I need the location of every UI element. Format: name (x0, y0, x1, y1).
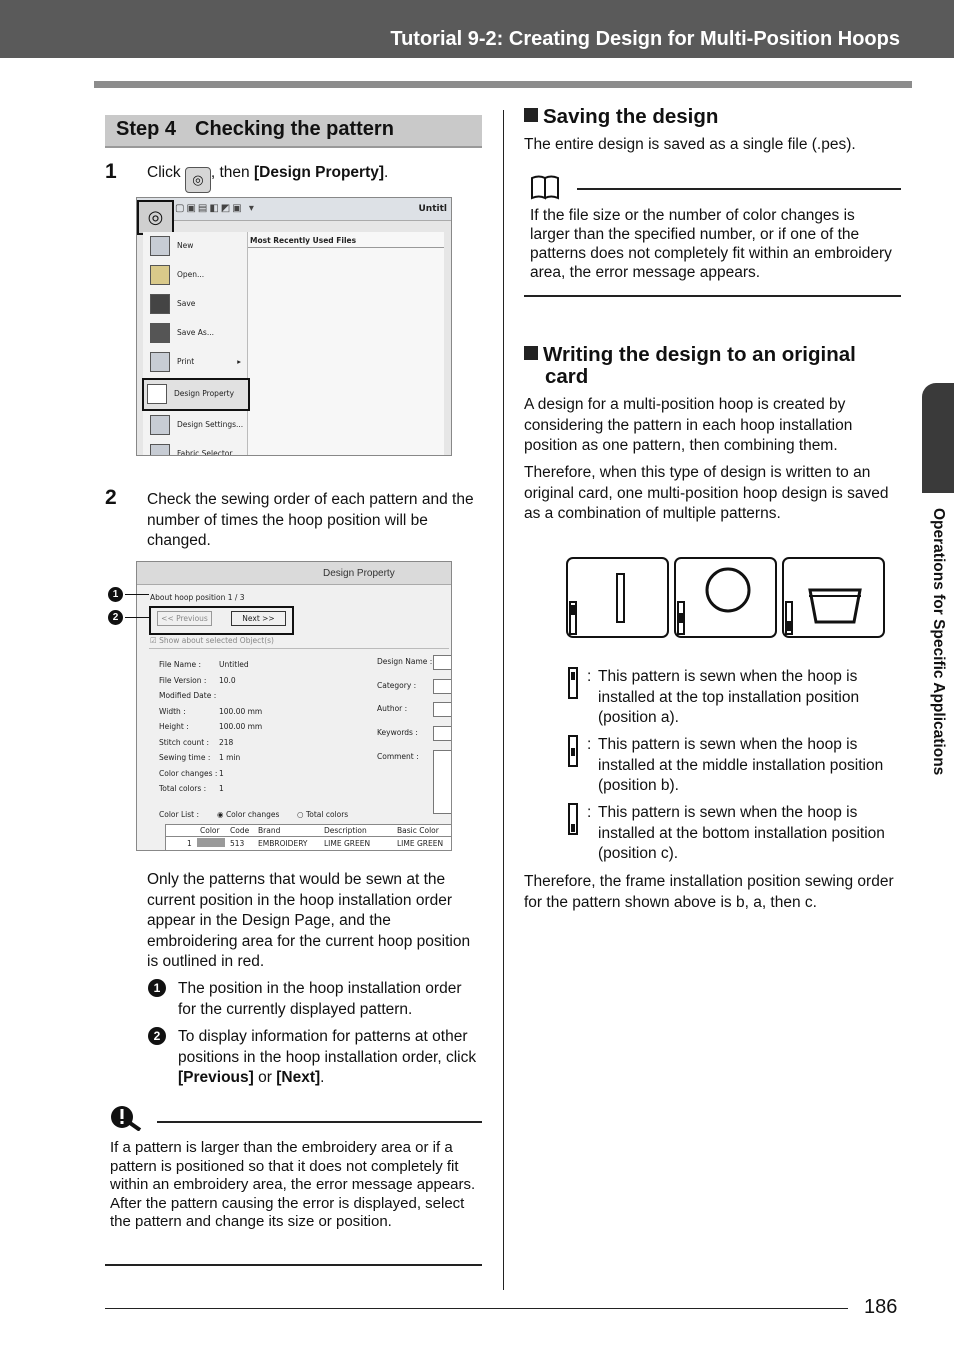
app-button-icon[interactable]: ◎ (137, 200, 174, 235)
saving-text: The entire design is saved as a single file (.pes). (524, 136, 856, 153)
note-1-marker: 1 (148, 979, 166, 997)
recent-files-pane (248, 232, 444, 455)
memo-top-rule (577, 188, 901, 190)
toolbar-icons: ▢▣▤◧◩▣ ▾ (175, 203, 256, 214)
menu-screenshot (136, 197, 452, 456)
submenu-arrow-icon: ▸ (237, 357, 241, 366)
page-number: 186 (864, 1296, 898, 1318)
note-1-text: The position in the hoop installation order for the currently displayed pattern. (178, 980, 462, 1018)
color-table: Color Code Brand Description Basic Color 1 513 EMBROIDERY LIME GREEN LIME GREEN (165, 824, 452, 851)
legend-colon: : (587, 736, 592, 753)
dialog-title: Design Property (323, 568, 395, 579)
saving-heading: Saving the design (524, 106, 718, 128)
design-property-dialog (136, 561, 452, 851)
explanation-paragraph: Only the patterns that would be sewn at the current position in the hoop installation order appear in the Design Page, and the embroidering area for the current hoop position is outlined in red. (147, 871, 471, 970)
memo-bottom-rule (524, 295, 901, 297)
design-settings-icon (150, 415, 170, 435)
keywords-input[interactable] (433, 726, 452, 741)
table-row[interactable]: 1 513 EMBROIDERY LIME GREEN LIME GREEN (187, 839, 444, 848)
position-a-icon (568, 667, 578, 699)
color-swatch (197, 838, 225, 847)
open-icon (150, 265, 170, 285)
legend-b-text: This pattern is sewn when the hoop is installed at the middle installation position (position b). (598, 736, 884, 794)
step-2-text: Check the sewing order of each pattern and the number of times the hoop position will be changed. (147, 491, 474, 549)
comment-label: Comment : (377, 752, 419, 761)
next-button[interactable]: Next >> (231, 611, 286, 626)
legend-colon: : (587, 668, 592, 685)
fabric-selector-icon (150, 444, 170, 456)
side-tab-label: Operations for Specific Applications (930, 508, 947, 776)
save-icon (150, 294, 170, 314)
caution-text: If a pattern is larger than the embroidery area or if a pattern is positioned so that it does not completely fit within an embroidery area, the error message appears. After the pattern causing the error is displayed, select the pattern and change its size or position. (110, 1139, 476, 1231)
author-input[interactable] (433, 702, 452, 717)
previous-button[interactable]: << Previous (157, 611, 212, 626)
callout-2-marker: 2 (108, 610, 123, 625)
section-tab (922, 383, 954, 493)
author-label: Author : (377, 704, 408, 713)
menu-item-design-settings[interactable]: Design Settings... (147, 411, 245, 440)
property-fields: File Name : Untitled File Version : 10.0 Modified Date : Width : 100.00 mm Height : 100.00 mm Stitch count : 218 Sewing time : 1 min Color changes : 1 Total colors : 1 (159, 660, 263, 793)
writing-paragraph-2: Therefore, when this type of design is written to an original card, one multi-position hoop design is saved as a combination of multiple patterns. (524, 464, 889, 522)
category-label: Category : (377, 681, 417, 690)
menu-item-design-property[interactable]: Design Property (142, 378, 250, 411)
legend-a-text: This pattern is sewn when the hoop is installed at the top installation position (position a). (598, 668, 860, 726)
caution-bottom-rule (105, 1264, 482, 1266)
radio-total-colors[interactable]: ○ Total colors (297, 810, 349, 819)
legend-colon: : (587, 804, 592, 821)
step-title: Checking the pattern (195, 118, 394, 140)
memo-text: If the file size or the number of color changes is larger than the specified number, or if one of the patterns does not completely fit within an embroidery area, the error message appears. (530, 207, 892, 281)
caution-icon (110, 1105, 144, 1131)
menu-item-fabric-selector[interactable]: Fabric Selector... (147, 440, 245, 456)
color-list-label: Color List : (159, 810, 199, 819)
writing-paragraph-1: A design for a multi-position hoop is created by considering the pattern in each hoop installation position as one pattern, then combining them. (524, 396, 853, 454)
radio-color-changes[interactable]: ◉ Color changes (217, 810, 280, 819)
caution-top-rule (157, 1121, 482, 1123)
show-selected-checkbox[interactable]: ☑ Show about selected Object(s) (150, 636, 274, 645)
step-1-text: Click ◎ , then [Design Property]. (147, 163, 388, 193)
print-icon (150, 352, 170, 372)
header-rule (94, 81, 912, 88)
category-input[interactable] (433, 679, 452, 694)
design-name-input[interactable] (433, 655, 452, 670)
step-heading (105, 115, 482, 148)
position-c-icon (568, 803, 578, 835)
writing-heading: Writing the design to an original card (524, 344, 904, 388)
page-title: Tutorial 9-2: Creating Design for Multi-Position Hoops (390, 28, 900, 50)
hoop-b (675, 558, 776, 637)
memo-book-icon (530, 174, 562, 200)
hoop-a (567, 558, 668, 637)
step-label: Step 4 (116, 118, 177, 140)
menu-item-print[interactable]: Print ▸ (147, 348, 245, 377)
menu-item-save[interactable]: Save (147, 290, 245, 319)
hoop-patterns-diagram (565, 556, 887, 640)
conclusion-text: Therefore, the frame installation position sewing order for the pattern shown above is b, a, then c. (524, 873, 894, 911)
legend-c-text: This pattern is sewn when the hoop is installed at the bottom installation position (position c). (598, 804, 885, 862)
callout-1-leader (125, 594, 149, 595)
hoop-position-label: About hoop position 1 / 3 (150, 593, 245, 602)
menu-item-new[interactable]: New (147, 232, 245, 261)
comment-input[interactable] (433, 750, 452, 814)
design-property-icon (147, 384, 167, 404)
recent-files-header: Most Recently Used Files (250, 236, 357, 245)
app-button-icon: ◎ (185, 167, 211, 193)
save-as-icon (150, 323, 170, 343)
column-divider (503, 110, 504, 1290)
window-title: Untitl (418, 204, 447, 214)
square-bullet-icon (524, 346, 538, 360)
design-name-label: Design Name : (377, 657, 433, 666)
keywords-label: Keywords : (377, 728, 418, 737)
note-2-marker: 2 (148, 1027, 166, 1045)
menu-item-open[interactable]: Open... (147, 261, 245, 290)
position-b-icon (568, 735, 578, 767)
callout-2-leader (125, 617, 149, 618)
step-1-number: 1 (105, 160, 117, 183)
callout-1-marker: 1 (108, 587, 123, 602)
square-bullet-icon (524, 108, 538, 122)
new-icon (150, 236, 170, 256)
footer-rule (105, 1308, 848, 1309)
note-2-text: To display information for patterns at other positions in the hoop installation order, click [Previous] or [Next]. (178, 1028, 477, 1086)
hoop-c (783, 558, 884, 637)
menu-item-save-as[interactable]: Save As... (147, 319, 245, 348)
step-2-number: 2 (105, 486, 117, 509)
